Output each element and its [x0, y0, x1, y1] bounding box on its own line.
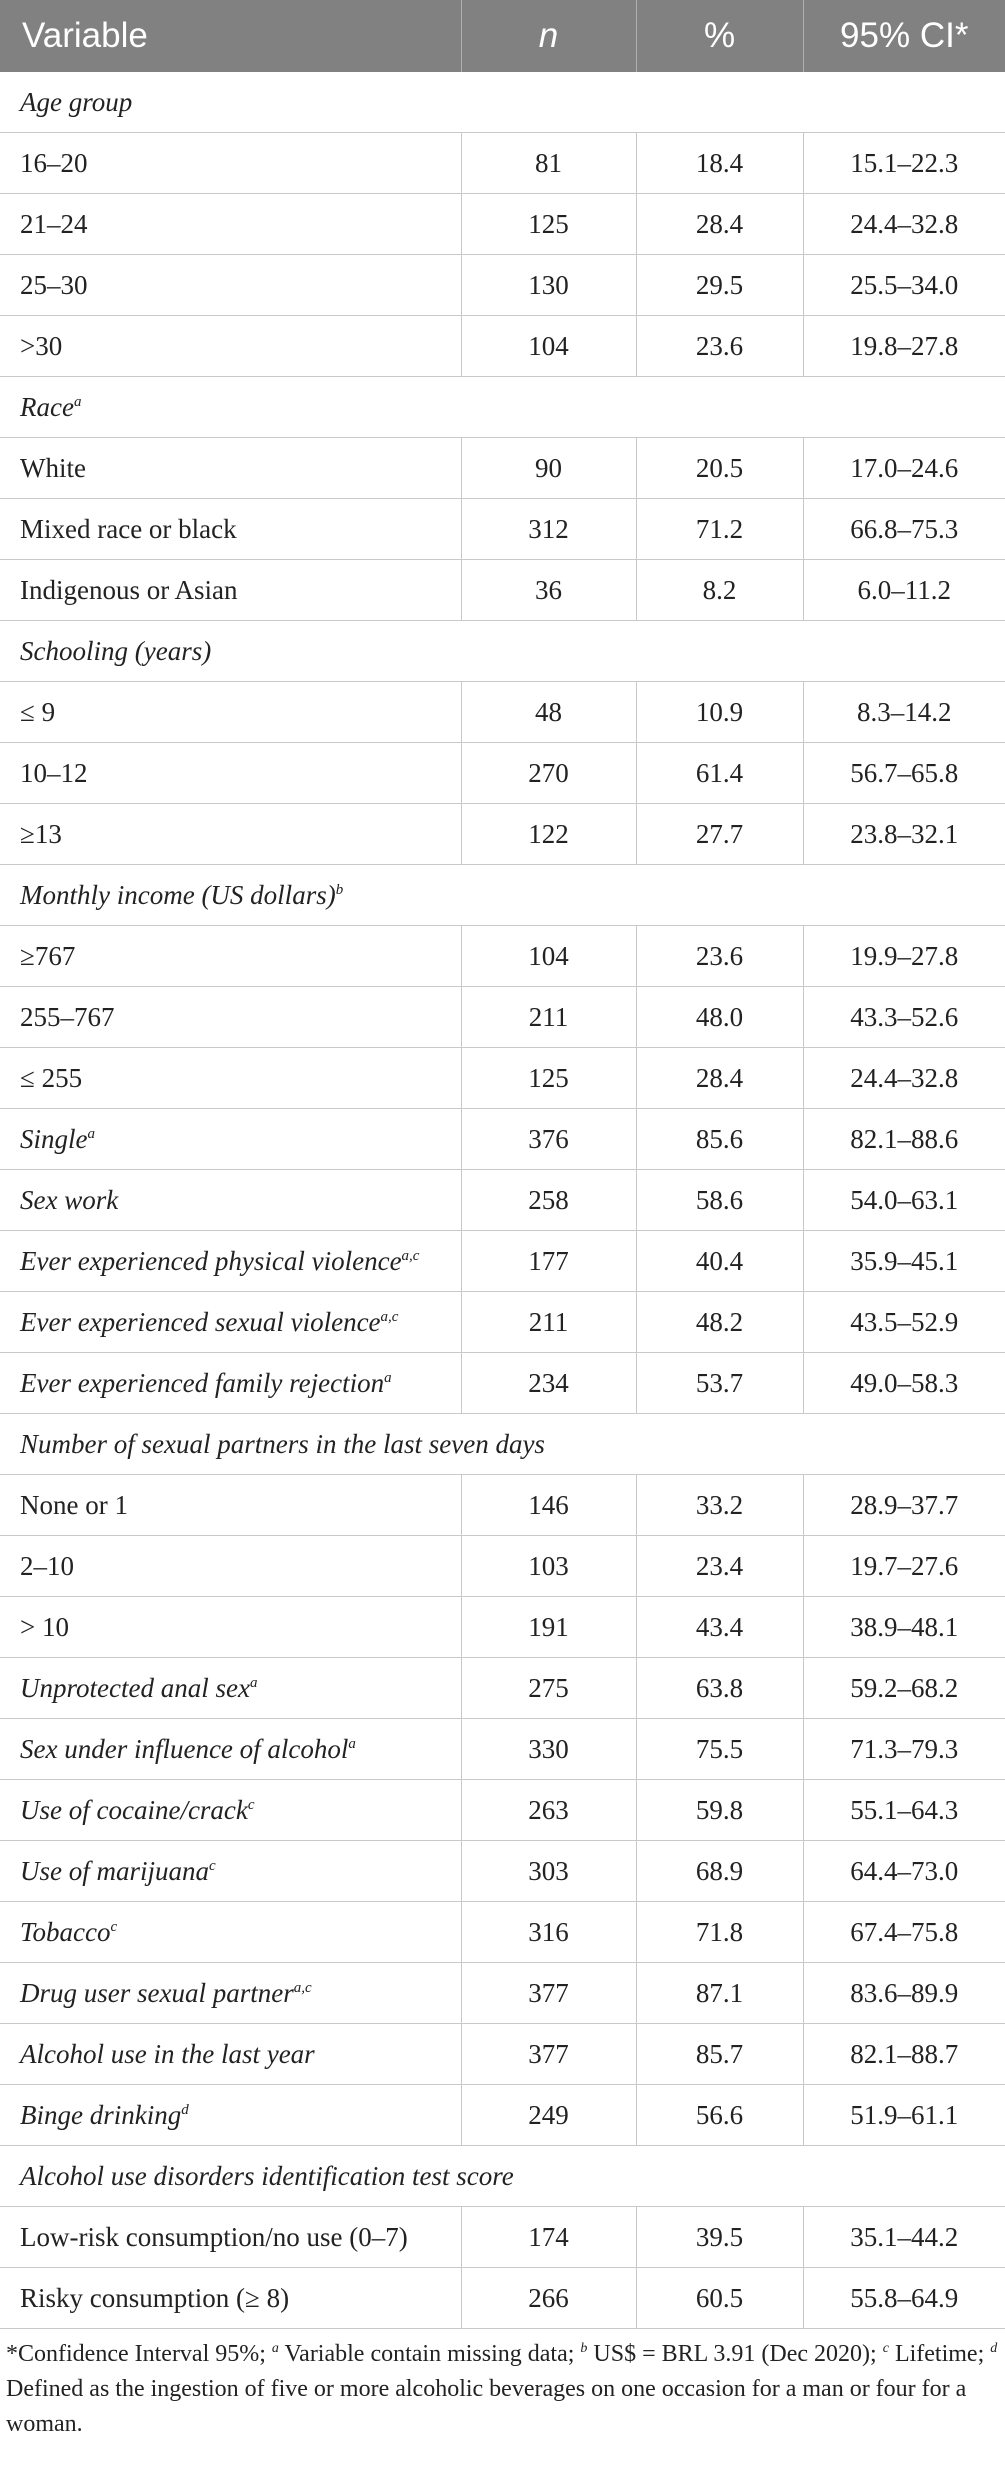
table-row: [0, 1536, 1005, 1597]
cell-percent: 53.7: [636, 1353, 803, 1414]
row-label-text: 25–30: [20, 269, 88, 300]
row-label: [0, 1231, 461, 1292]
table-row: [0, 2024, 1005, 2085]
footnote-text: Variable contain missing data;: [278, 2341, 581, 2367]
footnote-marker: c: [209, 1857, 216, 1874]
cell-percent: 48.2: [636, 1292, 803, 1353]
row-label-text: Unprotected anal sex: [20, 1672, 250, 1703]
cell-ci: 55.8–64.9: [803, 2268, 1005, 2329]
table-row: [0, 1780, 1005, 1841]
cell-n: 81: [461, 133, 636, 194]
row-label: [0, 804, 461, 865]
table-row: [0, 1048, 1005, 1109]
row-label: [0, 1475, 461, 1536]
cell-percent: 75.5: [636, 1719, 803, 1780]
row-label: [0, 2085, 461, 2146]
cell-n: 249: [461, 2085, 636, 2146]
cell-ci: 71.3–79.3: [803, 1719, 1005, 1780]
cell-ci: 35.1–44.2: [803, 2207, 1005, 2268]
cell-ci: 24.4–32.8: [803, 1048, 1005, 1109]
row-label-text: ≤ 9: [20, 696, 56, 727]
row-label: [0, 2024, 461, 2085]
cell-percent: 8.2: [636, 560, 803, 621]
group-label-text: Alcohol use disorders identification test score: [20, 2160, 514, 2191]
table-row: [0, 1353, 1005, 1414]
cell-ci: 66.8–75.3: [803, 499, 1005, 560]
table-row: [0, 2085, 1005, 2146]
group-label: [0, 2146, 1005, 2207]
cell-n: 104: [461, 316, 636, 377]
cell-percent: 71.2: [636, 499, 803, 560]
cell-percent: 28.4: [636, 194, 803, 255]
cell-n: 258: [461, 1170, 636, 1231]
cell-ci: 83.6–89.9: [803, 1963, 1005, 2024]
row-label-text: 16–20: [20, 147, 88, 178]
cell-ci: 25.5–34.0: [803, 255, 1005, 316]
table-row: [0, 1475, 1005, 1536]
cell-percent: 39.5: [636, 2207, 803, 2268]
group-label: [0, 1414, 1005, 1475]
cell-ci: 49.0–58.3: [803, 1353, 1005, 1414]
cell-n: 211: [461, 1292, 636, 1353]
row-label-text: None or 1: [20, 1489, 128, 1520]
table-header-row: [0, 0, 1005, 72]
cell-percent: 60.5: [636, 2268, 803, 2329]
cell-percent: 85.7: [636, 2024, 803, 2085]
cell-n: 48: [461, 682, 636, 743]
row-label-text: Mixed race or black: [20, 513, 237, 544]
row-label: [0, 1780, 461, 1841]
table-group-row: [0, 72, 1005, 133]
cell-percent: 20.5: [636, 438, 803, 499]
cell-n: 266: [461, 2268, 636, 2329]
table-group-row: [0, 1414, 1005, 1475]
row-label-text: 255–767: [20, 1001, 115, 1032]
table-group-row: [0, 2146, 1005, 2207]
cell-n: 211: [461, 987, 636, 1048]
table-row: [0, 987, 1005, 1048]
footnote-marker: a: [348, 1735, 356, 1752]
row-label: [0, 194, 461, 255]
table-group-row: [0, 865, 1005, 926]
cell-percent: 28.4: [636, 1048, 803, 1109]
cell-ci: 6.0–11.2: [803, 560, 1005, 621]
row-label: [0, 2268, 461, 2329]
header-n: n: [461, 0, 636, 72]
row-label-text: > 10: [20, 1611, 69, 1642]
row-label: [0, 438, 461, 499]
footnote-marker: a: [87, 1125, 95, 1142]
row-label-text: Alcohol use in the last year: [20, 2038, 315, 2069]
cell-n: 125: [461, 194, 636, 255]
cell-percent: 58.6: [636, 1170, 803, 1231]
row-label-text: Ever experienced family rejection: [20, 1367, 385, 1398]
cell-n: 90: [461, 438, 636, 499]
row-label-text: >30: [20, 330, 63, 361]
footnote-text: *Confidence Interval 95%;: [6, 2341, 272, 2367]
row-label: [0, 1292, 461, 1353]
table-row: [0, 560, 1005, 621]
row-label-text: ≥13: [20, 818, 62, 849]
footnote-marker: a: [271, 2341, 279, 2356]
row-label-text: Risky consumption (≥ 8): [20, 2282, 290, 2313]
cell-ci: 67.4–75.8: [803, 1902, 1005, 1963]
table-group-row: [0, 621, 1005, 682]
cell-ci: 38.9–48.1: [803, 1597, 1005, 1658]
table-row: [0, 255, 1005, 316]
cell-percent: 48.0: [636, 987, 803, 1048]
cell-n: 312: [461, 499, 636, 560]
row-label-text: Ever experienced sexual violence: [20, 1306, 381, 1337]
footnote-marker: a,c: [293, 1979, 312, 1996]
footnote-marker: c: [882, 2341, 889, 2356]
cell-n: 330: [461, 1719, 636, 1780]
cell-percent: 43.4: [636, 1597, 803, 1658]
row-label-text: Single: [20, 1123, 88, 1154]
group-label-text: Number of sexual partners in the last seven days: [20, 1428, 545, 1459]
footnote-marker: d: [990, 2341, 998, 2356]
cell-ci: 82.1–88.7: [803, 2024, 1005, 2085]
header-ci: 95% CI*: [803, 0, 1005, 72]
table-row: [0, 438, 1005, 499]
cell-n: 125: [461, 1048, 636, 1109]
cell-percent: 61.4: [636, 743, 803, 804]
cell-ci: 51.9–61.1: [803, 2085, 1005, 2146]
cell-percent: 71.8: [636, 1902, 803, 1963]
row-label: [0, 1536, 461, 1597]
cell-percent: 33.2: [636, 1475, 803, 1536]
table-row: [0, 2207, 1005, 2268]
cell-n: 146: [461, 1475, 636, 1536]
cell-n: 303: [461, 1841, 636, 1902]
row-label: [0, 1902, 461, 1963]
footnote-marker: d: [181, 2101, 189, 2118]
table-group-row: [0, 377, 1005, 438]
cell-percent: 87.1: [636, 1963, 803, 2024]
cell-ci: 19.8–27.8: [803, 316, 1005, 377]
table-row: [0, 682, 1005, 743]
row-label: [0, 1719, 461, 1780]
table-row: [0, 743, 1005, 804]
cell-percent: 40.4: [636, 1231, 803, 1292]
cell-n: 234: [461, 1353, 636, 1414]
row-label-text: 10–12: [20, 757, 88, 788]
cell-n: 377: [461, 2024, 636, 2085]
table-row: [0, 316, 1005, 377]
table-row: [0, 1963, 1005, 2024]
row-label: [0, 133, 461, 194]
cell-n: 376: [461, 1109, 636, 1170]
row-label: [0, 255, 461, 316]
row-label-text: Use of cocaine/crack: [20, 1794, 248, 1825]
table-row: [0, 1597, 1005, 1658]
table-row: [0, 1292, 1005, 1353]
row-label: [0, 926, 461, 987]
group-label: [0, 621, 1005, 682]
row-label: [0, 1658, 461, 1719]
cell-ci: 8.3–14.2: [803, 682, 1005, 743]
row-label-text: 21–24: [20, 208, 88, 239]
table-row: [0, 194, 1005, 255]
table-row: [0, 926, 1005, 987]
cell-n: 103: [461, 1536, 636, 1597]
cell-n: 191: [461, 1597, 636, 1658]
table-row: [0, 1170, 1005, 1231]
cell-ci: 23.8–32.1: [803, 804, 1005, 865]
group-label-text: Schooling (years): [20, 635, 212, 666]
header-variable: Variable: [0, 0, 461, 72]
cell-ci: 59.2–68.2: [803, 1658, 1005, 1719]
cell-n: 130: [461, 255, 636, 316]
cell-ci: 24.4–32.8: [803, 194, 1005, 255]
row-label: [0, 1109, 461, 1170]
footnote-text: Lifetime;: [888, 2341, 991, 2367]
cell-ci: 19.7–27.6: [803, 1536, 1005, 1597]
cell-percent: 18.4: [636, 133, 803, 194]
row-label: [0, 1597, 461, 1658]
footnote-marker: a: [384, 1369, 392, 1386]
footnote-marker: a: [73, 393, 82, 410]
cell-n: 122: [461, 804, 636, 865]
group-label-text: Race: [20, 391, 74, 422]
table-row: [0, 499, 1005, 560]
footnote-marker: b: [580, 2341, 588, 2356]
cell-percent: 59.8: [636, 1780, 803, 1841]
footnote-marker: a,c: [401, 1247, 420, 1264]
header-percent: %: [636, 0, 803, 72]
table-row: [0, 2268, 1005, 2329]
table-row: [0, 1658, 1005, 1719]
row-label-text: Sex under influence of alcohol: [20, 1733, 349, 1764]
row-label-text: White: [20, 452, 86, 483]
cell-percent: 63.8: [636, 1658, 803, 1719]
table-row: [0, 1719, 1005, 1780]
cell-ci: 43.5–52.9: [803, 1292, 1005, 1353]
table-row: [0, 1841, 1005, 1902]
row-label-text: Tobacco: [20, 1916, 111, 1947]
row-label-text: Binge drinking: [20, 2099, 182, 2130]
cell-percent: 29.5: [636, 255, 803, 316]
table-row: [0, 804, 1005, 865]
cell-n: 270: [461, 743, 636, 804]
footnote-text: US$ = BRL 3.91 (Dec 2020);: [587, 2341, 883, 2367]
cell-ci: 17.0–24.6: [803, 438, 1005, 499]
group-label: [0, 72, 1005, 133]
cell-n: 275: [461, 1658, 636, 1719]
footnote-marker: a: [249, 1674, 258, 1691]
cell-percent: 68.9: [636, 1841, 803, 1902]
row-label-text: Drug user sexual partner: [20, 1977, 294, 2008]
cell-n: 377: [461, 1963, 636, 2024]
cell-ci: 28.9–37.7: [803, 1475, 1005, 1536]
row-label: [0, 1963, 461, 2024]
row-label: [0, 743, 461, 804]
row-label-text: Use of marijuana: [20, 1855, 209, 1886]
table-body: [0, 72, 1005, 2329]
row-label: [0, 560, 461, 621]
cell-ci: 35.9–45.1: [803, 1231, 1005, 1292]
cell-n: 104: [461, 926, 636, 987]
row-label-text: Sex work: [20, 1184, 119, 1215]
row-label: [0, 316, 461, 377]
group-label: [0, 865, 1005, 926]
table-row: [0, 1109, 1005, 1170]
cell-percent: 23.4: [636, 1536, 803, 1597]
cell-ci: 82.1–88.6: [803, 1109, 1005, 1170]
table-row: [0, 1231, 1005, 1292]
cell-n: 263: [461, 1780, 636, 1841]
cell-percent: 85.6: [636, 1109, 803, 1170]
cell-ci: 56.7–65.8: [803, 743, 1005, 804]
cell-ci: 19.9–27.8: [803, 926, 1005, 987]
row-label: [0, 1841, 461, 1902]
footnote-marker: a,c: [380, 1308, 399, 1325]
cell-ci: 55.1–64.3: [803, 1780, 1005, 1841]
footnote-marker: c: [110, 1918, 118, 1935]
row-label-text: Ever experienced physical violence: [20, 1245, 402, 1276]
table-row: [0, 1902, 1005, 1963]
cell-percent: 56.6: [636, 2085, 803, 2146]
table-row: [0, 133, 1005, 194]
cell-percent: 27.7: [636, 804, 803, 865]
cell-ci: 54.0–63.1: [803, 1170, 1005, 1231]
group-label-text: Age group: [20, 86, 133, 117]
cell-percent: 23.6: [636, 316, 803, 377]
group-label-text: Monthly income (US dollars): [20, 879, 336, 910]
cell-n: 177: [461, 1231, 636, 1292]
row-label-text: 2–10: [20, 1550, 74, 1581]
cell-n: 174: [461, 2207, 636, 2268]
group-label: [0, 377, 1005, 438]
row-label-text: ≤ 255: [20, 1062, 83, 1093]
cell-ci: 15.1–22.3: [803, 133, 1005, 194]
cell-percent: 10.9: [636, 682, 803, 743]
cell-n: 316: [461, 1902, 636, 1963]
row-label: [0, 987, 461, 1048]
row-label-text: Indigenous or Asian: [20, 574, 238, 605]
cell-ci: 43.3–52.6: [803, 987, 1005, 1048]
table-footnote: [0, 2329, 1005, 2442]
row-label: [0, 499, 461, 560]
row-label-text: Low-risk consumption/no use (0–7): [20, 2221, 408, 2252]
footnote-text: Defined as the ingestion of five or more alcoholic beverages on one occasion for a man or four for a woman.: [6, 2376, 967, 2437]
row-label: [0, 1353, 461, 1414]
cell-n: 36: [461, 560, 636, 621]
row-label: [0, 2207, 461, 2268]
row-label: [0, 1048, 461, 1109]
row-label: [0, 682, 461, 743]
footnote-marker: c: [247, 1796, 255, 1813]
footnote-marker: b: [335, 881, 344, 898]
cell-ci: 64.4–73.0: [803, 1841, 1005, 1902]
cell-percent: 23.6: [636, 926, 803, 987]
row-label: [0, 1170, 461, 1231]
row-label-text: ≥767: [20, 940, 76, 971]
